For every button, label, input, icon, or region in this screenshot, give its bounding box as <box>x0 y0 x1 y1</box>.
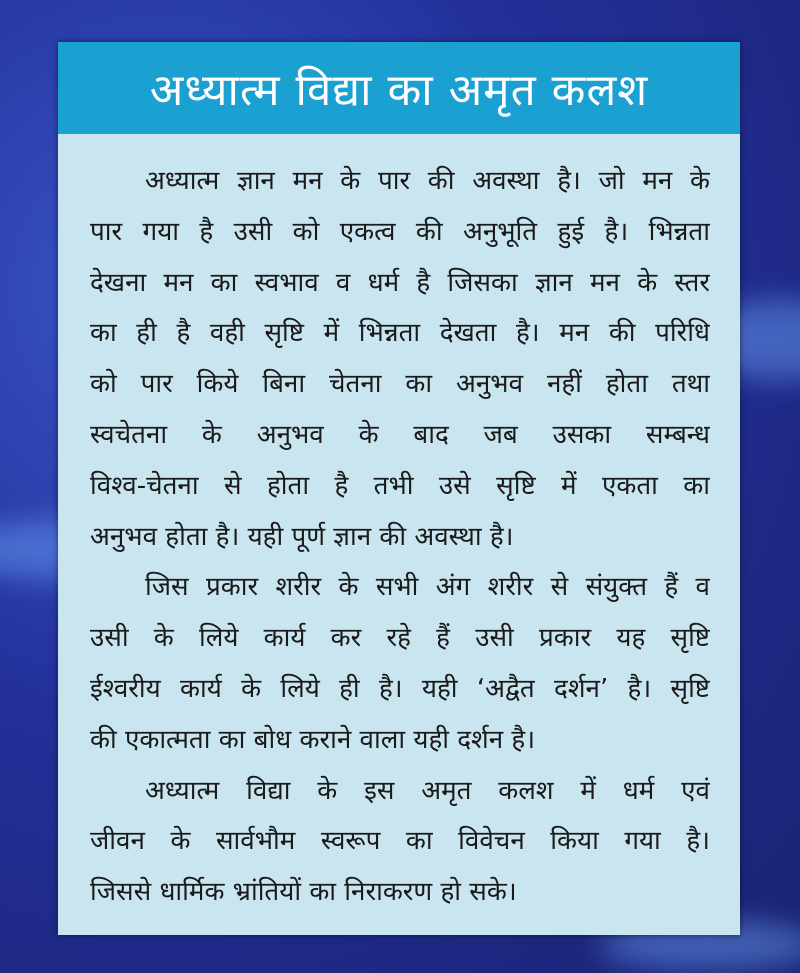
paragraph <box>90 766 710 918</box>
paragraph <box>90 562 710 765</box>
body-text <box>58 134 740 918</box>
text-line: स्वचेतना के अनुभव के बाद जब उसका सम्बन्ध <box>90 419 710 450</box>
text-line: ईश्वरीय कार्य के लिये ही है। यही ‘अद्वैत दर्शन’ है। सृष्टि <box>90 673 710 704</box>
title-bar <box>58 42 740 134</box>
page-title: अध्यात्म विद्या का अमृत कलश <box>149 65 649 116</box>
text-line: जिससे धार्मिक भ्रांतियों का निराकरण हो सके। <box>90 877 517 908</box>
text-line: जीवन के सार्वभौम स्वरूप का विवेचन किया गया है। <box>90 826 710 857</box>
paragraph <box>90 156 710 562</box>
text-panel <box>58 42 740 935</box>
text-line: अध्यात्म विद्या के इस अमृत कलश में धर्म एवं <box>145 775 710 806</box>
text-line: उसी के लिये कार्य कर रहे हैं उसी प्रकार यह सृष्टि <box>90 623 710 654</box>
text-line: अध्यात्म ज्ञान मन के पार की अवस्था है। जो मन के <box>145 166 710 196</box>
text-line: अनुभव होता है। यही पूर्ण ज्ञान की अवस्था है। <box>90 521 514 552</box>
text-line: देखना मन का स्वभाव व धर्म है जिसका ज्ञान मन के स्तर <box>90 267 710 298</box>
text-line: की एकात्मता का बोध कराने वाला यही दर्शन है। <box>90 724 536 755</box>
text-line: का ही है वही सृष्टि में भिन्नता देखता है। मन की परिधि <box>90 318 710 349</box>
text-line: पार गया है उसी को एकत्व की अनुभूति हुई है। भिन्नता <box>90 216 710 247</box>
text-line: जिस प्रकार शरीर के सभी अंग शरीर से संयुक्त हैं व <box>145 572 710 603</box>
text-line: विश्व-चेतना से होता है तभी उसे सृष्टि में एकता का <box>90 470 710 501</box>
text-line: को पार किये बिना चेतना का अनुभव नहीं होता तथा <box>90 369 710 400</box>
